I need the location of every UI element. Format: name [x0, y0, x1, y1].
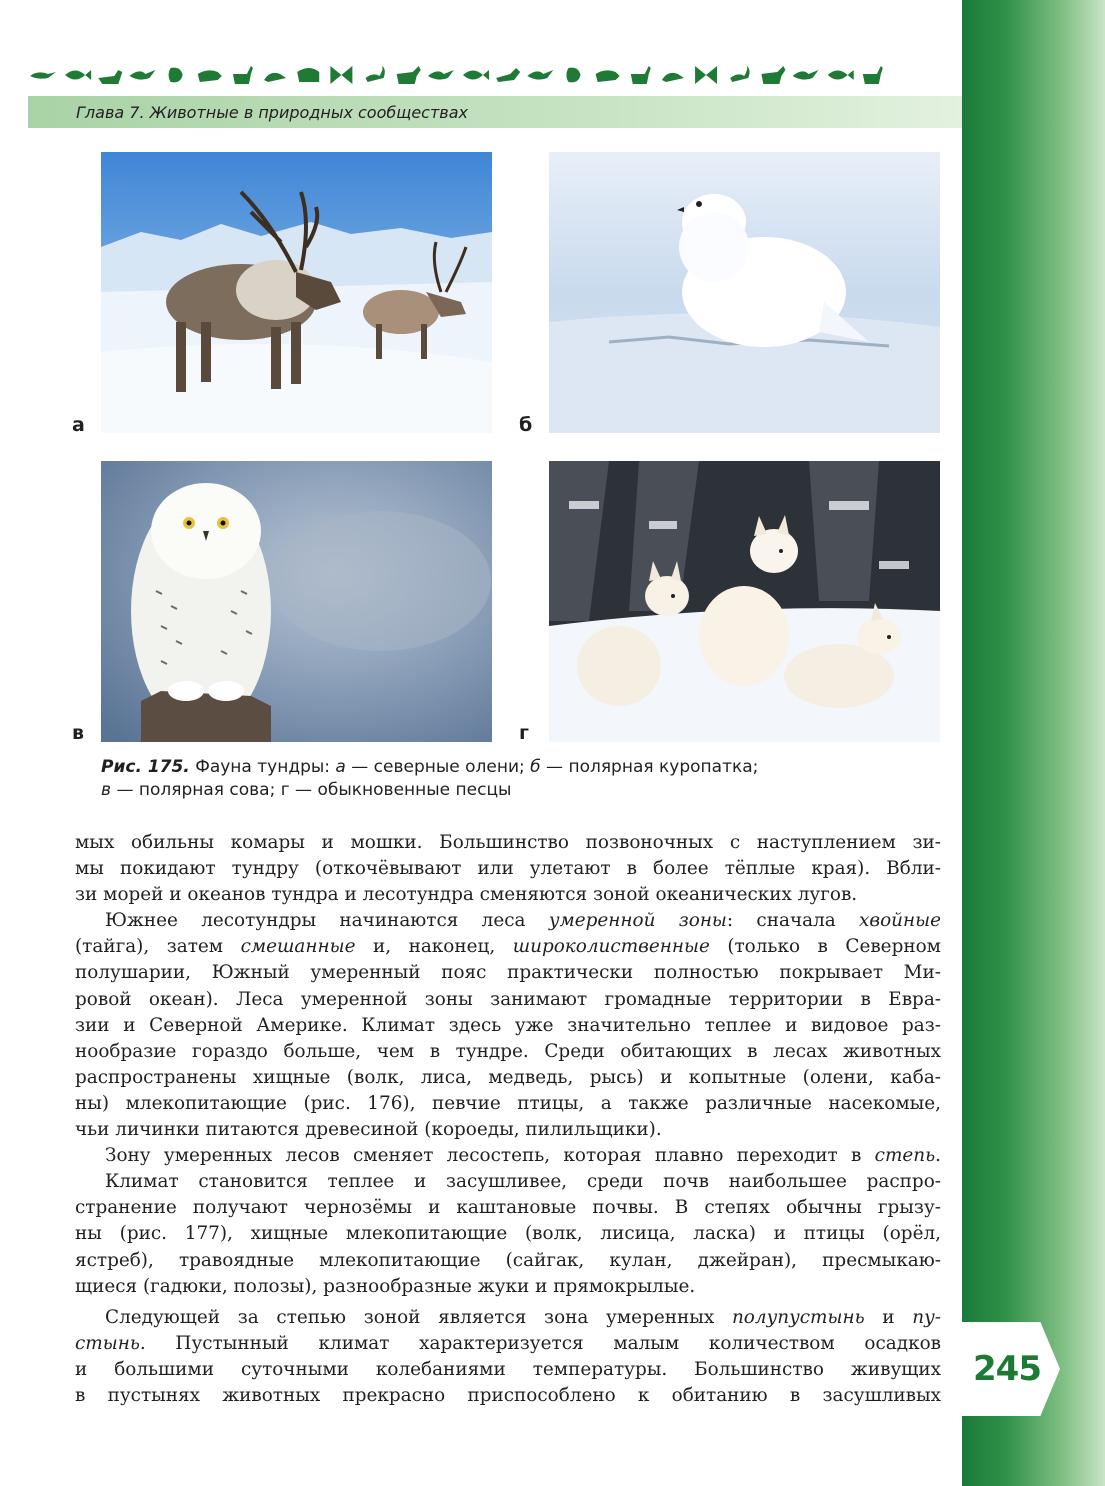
text-emphasis: стынь — [75, 1332, 140, 1354]
fish-icon — [65, 70, 91, 80]
rodent-icon — [264, 73, 286, 82]
horse-icon — [397, 66, 421, 84]
fish-icon — [463, 70, 489, 80]
caption-lead: Фауна тундры: — [195, 757, 331, 777]
text-line: зии и Северной Америке. Климат здесь уже значительно теплее и видовое раз- — [75, 1014, 941, 1036]
text-span: (тайга), затем — [75, 936, 241, 958]
figure-letter-b: б — [519, 414, 533, 436]
caption-letter-b: б — [530, 757, 541, 777]
text-line: ны) млекопитающие (рис. 176), певчие птицы, а также различные насекомые, — [75, 1092, 941, 1114]
figure-number: Рис. 175. — [101, 757, 190, 777]
text-line: чьи личинки питаются древесиной (короеды, пилильщики). — [75, 1119, 662, 1141]
text-line: распространены хищные (волк, лиса, медведь, рысь) и копытные (олени, каба- — [75, 1066, 941, 1088]
text-span: : сначала — [726, 910, 860, 932]
deer-icon — [233, 66, 253, 84]
text-line: в пустынях животных прекрасно приспособлено к обитанию в засушливых — [75, 1384, 941, 1406]
beetle-icon — [566, 68, 580, 83]
text-line: мы покидают тундру (откочёвывают или улетают в более тёплые края). Вбли- — [75, 858, 941, 880]
text-line: щиеся (гадюки, полозы), разнообразные жуки и прямокрылые. — [75, 1275, 696, 1297]
text-line — [75, 1305, 941, 1331]
animal-silhouette-strip — [28, 60, 890, 90]
figure-letter-d: г — [519, 722, 529, 744]
figure-caption — [101, 756, 901, 802]
paragraph-2 — [75, 908, 941, 1143]
deer-icon — [863, 66, 883, 84]
text-line: ястреб), травоядные млекопитающие (сайгак, кулан, джейран), пресмыкаю- — [75, 1249, 941, 1271]
bison-icon — [297, 68, 319, 82]
text-emphasis: полупустынь — [731, 1306, 865, 1328]
dog-icon — [98, 70, 122, 84]
text-line — [75, 1143, 941, 1169]
paragraph-5 — [75, 1305, 941, 1409]
bird-icon — [527, 70, 553, 80]
caption-letter-c: в — [101, 780, 112, 800]
text-line: нообразие гораздо больше, чем в тундре. Среди обитающих в лесах животных — [75, 1040, 941, 1062]
caption-text-a: — северные олени; — [351, 757, 525, 777]
text-line: ны (рис. 177), хищные млекопитающие (волк, лисица, ласка) и птицы (орёл, — [75, 1223, 941, 1245]
scorpion-icon — [366, 64, 385, 82]
text-line: Климат становится теплее и засушливее, среди почв наибольшее распро- — [105, 1171, 941, 1193]
chapter-title: Глава 7. Животные в природных сообществах — [76, 103, 468, 122]
bird-icon — [129, 70, 155, 80]
text-emphasis: хвойные — [859, 910, 941, 932]
bird-icon — [793, 70, 819, 80]
caption-text-b: — полярная куропатка; — [546, 757, 759, 777]
beetle-icon — [169, 68, 183, 83]
text-span: Зону умеренных лесов сменяет лесостепь, которая плавно переходит в — [105, 1145, 875, 1167]
boar-icon — [596, 70, 620, 82]
text-emphasis: смешанные — [240, 936, 356, 958]
butterfly-icon — [695, 66, 717, 84]
text-span: Южнее лесотундры начинаются леса — [105, 910, 549, 932]
text-emphasis: степь — [874, 1145, 936, 1167]
figure-letter-a: а — [72, 414, 85, 436]
bird-icon — [428, 70, 454, 80]
horse-icon — [761, 66, 785, 84]
fish-icon — [828, 70, 854, 80]
text-emphasis: умеренной зоны — [548, 910, 727, 932]
photo-reindeer — [101, 152, 492, 433]
text-line: и большими суточными колебаниями температуры. Большинство живущих — [75, 1358, 941, 1380]
text-span: (только в Северном — [709, 936, 941, 958]
text-emphasis: широколиственные — [512, 936, 710, 958]
figure-letter-c: в — [72, 722, 85, 744]
text-line — [75, 934, 941, 960]
body-text — [75, 830, 941, 1409]
text-line: полушарии, Южный умеренный пояс практически полностью покрывает Ми- — [75, 962, 941, 984]
rodent-icon — [662, 73, 684, 82]
text-span: Следующей за степью зоной является зона умеренных — [105, 1306, 732, 1328]
paragraph-1 — [75, 830, 941, 908]
caption-text-c: — полярная сова; г — обыкновенные песцы — [116, 780, 512, 800]
butterfly-icon — [330, 66, 352, 84]
scorpion-icon — [730, 64, 749, 82]
text-line — [75, 1331, 941, 1357]
text-line — [75, 908, 941, 934]
paragraph-4 — [75, 1169, 941, 1299]
text-line: зи морей и океанов тундра и лесотундра сменяются зоной океанических лугов. — [75, 884, 858, 906]
boar-icon — [198, 70, 222, 82]
animal-silhouettes — [28, 60, 890, 90]
paragraph-3 — [75, 1143, 941, 1169]
text-span: и — [864, 1306, 913, 1328]
page-edge-sidebar — [962, 0, 1105, 1486]
text-span: и, наконец, — [355, 936, 513, 958]
text-span: . Пустынный климат характеризуется малым количеством осадков — [139, 1332, 941, 1354]
text-line: странение получают чернозёмы и каштановые почвы. В степях обычны грызу- — [75, 1197, 941, 1219]
deer-icon — [631, 66, 651, 84]
page-number: 245 — [973, 1349, 1041, 1389]
text-line: ровой океан). Леса умеренной зоны занимают громадные территории в Евра- — [75, 988, 941, 1010]
photo-snowy-owl — [101, 461, 492, 742]
text-emphasis: пу- — [912, 1306, 941, 1328]
caption-letter-a: а — [335, 757, 346, 777]
text-span: . — [935, 1145, 941, 1167]
photo-ptarmigan — [549, 152, 940, 433]
text-line: мых обильны комары и мошки. Большинство позвоночных с наступлением зи- — [75, 832, 941, 853]
fox-icon — [496, 68, 520, 82]
lizard-icon — [30, 72, 56, 79]
photo-arctic-foxes — [549, 461, 940, 742]
